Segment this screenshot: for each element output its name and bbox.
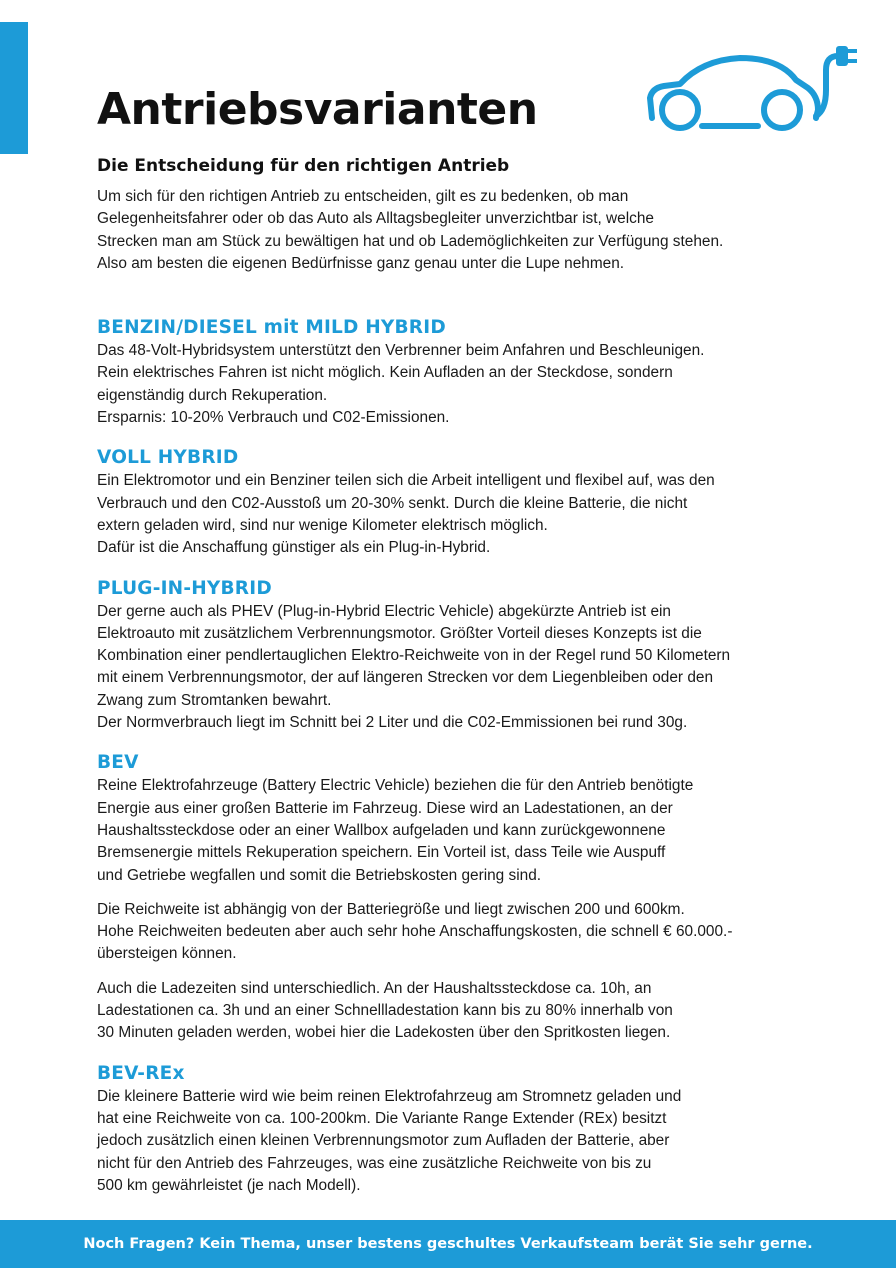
- edge-accent-tab: [0, 22, 28, 154]
- text-line: Gelegenheitsfahrer oder ob das Auto als Alltagsbegleiter unverzichtbar ist, welche: [97, 210, 654, 228]
- section-heading: BEV: [97, 752, 139, 774]
- section-paragraph: [97, 340, 832, 429]
- text-line: übersteigen können.: [97, 945, 237, 963]
- section-paragraph: [97, 978, 832, 1045]
- footer-text: Noch Fragen? Kein Thema, unser bestens geschultes Verkaufsteam berät Sie sehr gerne.: [83, 1236, 813, 1252]
- text-line: Rein elektrisches Fahren ist nicht möglich. Kein Aufladen an der Steckdose, sondern: [97, 364, 673, 382]
- text-line: Verbrauch und den C02-Ausstoß um 20-30% senkt. Durch die kleine Batterie, die nicht: [97, 494, 688, 512]
- text-line: Ladestationen ca. 3h und an einer Schnellladestation kann bis zu 80% innerhalb von: [97, 1002, 673, 1020]
- intro-heading: Die Entscheidung für den richtigen Antrieb: [97, 156, 510, 176]
- text-line: Zwang zum Stromtanken bewahrt.: [97, 691, 332, 709]
- text-line: Haushaltssteckdose oder an einer Wallbox aufgeladen und kann zurückgewonnene: [97, 821, 666, 839]
- text-line: jedoch zusätzlich einen kleinen Verbrennungsmotor zum Aufladen der Batterie, aber: [97, 1132, 670, 1150]
- text-line: Bremsenergie mittels Rekuperation speichern. Ein Vorteil ist, dass Teile wie Auspuff: [97, 844, 666, 862]
- text-line: Hohe Reichweiten bedeuten aber auch sehr hohe Anschaffungskosten, die schnell € 60.000.-: [97, 923, 733, 941]
- text-line: Der Normverbrauch liegt im Schnitt bei 2 Liter und die C02-Emmissionen bei rund 30g.: [97, 714, 688, 732]
- text-line: Die kleinere Batterie wird wie beim reinen Elektrofahrzeug am Stromnetz geladen und: [97, 1087, 682, 1105]
- section-heading: VOLL HYBRID: [97, 447, 239, 469]
- section-heading: BEV-REx: [97, 1062, 185, 1084]
- text-line: Dafür ist die Anschaffung günstiger als ein Plug-in-Hybrid.: [97, 539, 491, 557]
- text-line: eigenständig durch Rekuperation.: [97, 386, 328, 404]
- text-line: Reine Elektrofahrzeuge (Battery Electric Vehicle) beziehen die für den Antrieb benötigte: [97, 777, 694, 795]
- text-line: 30 Minuten geladen werden, wobei hier die Ladekosten über den Spritkosten liegen.: [97, 1024, 671, 1042]
- text-line: Elektroauto mit zusätzlichem Verbrennungsmotor. Größter Vorteil dieses Konzepts ist die: [97, 624, 702, 642]
- section-paragraph: [97, 775, 832, 886]
- text-line: Kombination einer pendlertauglichen Elektro-Reichweite von in der Regel rund 50 Kilometern: [97, 647, 731, 665]
- section-paragraph: [97, 601, 832, 735]
- text-line: Die Reichweite ist abhängig von der Batteriegröße und liegt zwischen 200 und 600km.: [97, 900, 685, 918]
- text-line: extern geladen wird, sind nur wenige Kilometer elektrisch möglich.: [97, 516, 548, 534]
- section-mild-hybrid: [97, 317, 832, 429]
- text-line: Ersparnis: 10-20% Verbrauch und C02-Emissionen.: [97, 409, 450, 427]
- text-line: und Getriebe wegfallen und somit die Betriebskosten gering sind.: [97, 866, 542, 884]
- section-plug-in-hybrid: [97, 578, 832, 735]
- text-line: Das 48-Volt-Hybridsystem unterstützt den Verbrenner beim Anfahren und Beschleunigen.: [97, 342, 705, 360]
- section-voll-hybrid: [97, 447, 832, 559]
- section-paragraph: [97, 1086, 832, 1197]
- text-line: Strecken man am Stück zu bewältigen hat und ob Lademöglichkeiten zur Verfügung stehen.: [97, 232, 724, 250]
- text-line: Auch die Ladezeiten sind unterschiedlich. An der Haushaltssteckdose ca. 10h, an: [97, 979, 652, 997]
- text-line: Energie aus einer großen Batterie im Fahrzeug. Diese wird an Ladestationen, an der: [97, 799, 673, 817]
- footer-bar: [0, 1220, 896, 1268]
- section-heading: BENZIN/DIESEL mit MILD HYBRID: [97, 317, 446, 339]
- content: [97, 156, 832, 1197]
- section-paragraph: [97, 470, 832, 559]
- section-paragraph: [97, 899, 832, 966]
- text-line: 500 km gewährleistet (je nach Modell).: [97, 1176, 361, 1194]
- text-line: Der gerne auch als PHEV (Plug-in-Hybrid Electric Vehicle) abgekürzte Antrieb ist ein: [97, 602, 671, 620]
- electric-car-plug-icon: [640, 40, 860, 140]
- text-line: nicht für den Antrieb des Fahrzeuges, was eine zusätzliche Reichweite von bis zu: [97, 1154, 652, 1172]
- text-line: Also am besten die eigenen Bedürfnisse ganz genau unter die Lupe nehmen.: [97, 254, 625, 272]
- page-title: Antriebsvarianten: [97, 84, 538, 135]
- text-line: Um sich für den richtigen Antrieb zu entscheiden, gilt es zu bedenken, ob man: [97, 188, 629, 205]
- text-line: Ein Elektromotor und ein Benziner teilen sich die Arbeit intelligent und flexibel auf, was den: [97, 472, 715, 490]
- section-heading: PLUG-IN-HYBRID: [97, 577, 272, 599]
- intro-block: [97, 156, 832, 275]
- text-line: mit einem Verbrennungsmotor, der auf längeren Strecken vor dem Liegenbleiben oder den: [97, 669, 714, 687]
- section-bev: [97, 752, 832, 1044]
- text-line: hat eine Reichweite von ca. 100-200km. Die Variante Range Extender (REx) besitzt: [97, 1109, 667, 1127]
- section-bev-rex: [97, 1063, 832, 1197]
- intro-paragraph: [97, 186, 832, 275]
